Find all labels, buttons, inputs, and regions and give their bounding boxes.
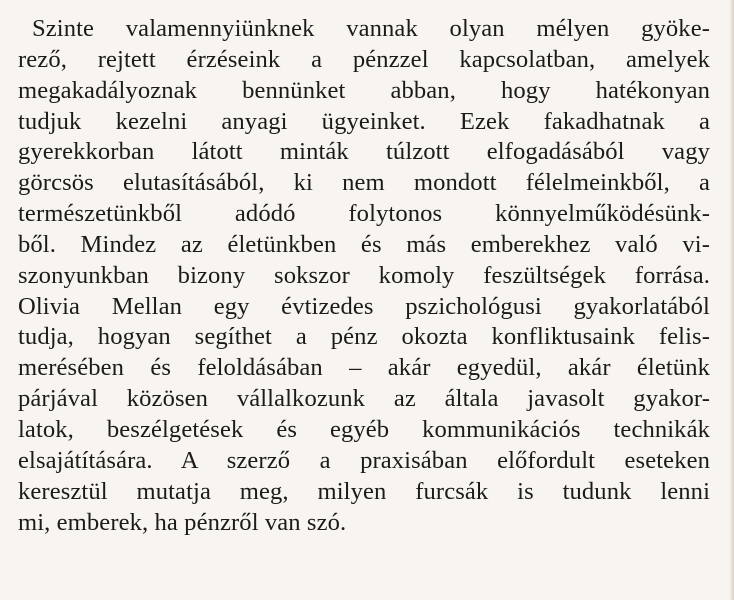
text-line-16: keresztül mutatja meg, milyen furcsák is tudunk lenni bbox=[18, 477, 710, 505]
text-line-2: rező, rejtett érzéseink a pénzzel kapcsolatban, amelyek bbox=[18, 45, 710, 73]
text-line-1: Szinte valamennyiünknek vannak olyan mélyen gyöke- bbox=[32, 15, 710, 42]
body-paragraph bbox=[18, 14, 710, 538]
text-line-17: mi, emberek, ha pénzről van szó. bbox=[18, 508, 347, 536]
text-line-9: szonyunkban bizony sokszor komoly feszültségek forrása. bbox=[18, 261, 710, 289]
text-line-8: ből. Mindez az életünkben és más emberekhez való vi- bbox=[18, 230, 710, 258]
text-line-7: természetünkből adódó folytonos könnyelműködésünk- bbox=[18, 200, 710, 228]
text-line-10: Olivia Mellan egy évtizedes pszichológusi gyakorlatából bbox=[18, 292, 710, 320]
text-line-12: merésében és feloldásában – akár egyedül, akár életünk bbox=[18, 354, 710, 382]
text-line-13: párjával közösen vállalkozunk az általa javasolt gyakor- bbox=[18, 385, 710, 413]
text-line-11: tudja, hogyan segíthet a pénz okozta konfliktusaink felis- bbox=[18, 323, 710, 351]
text-line-5: gyerekkorban látott minták túlzott elfogadásából vagy bbox=[18, 138, 710, 166]
text-line-3: megakadályoznak bennünket abban, hogy hatékonyan bbox=[18, 76, 710, 104]
text-line-4: tudjuk kezelni anyagi ügyeinket. Ezek fakadhatnak a bbox=[18, 107, 710, 135]
text-line-14: latok, beszélgetések és egyéb kommunikációs technikák bbox=[18, 415, 710, 443]
text-line-6: görcsös elutasításából, ki nem mondott félelmeinkből, a bbox=[18, 169, 710, 197]
text-line-15: elsajátítására. A szerző a praxisában előfordult eseteken bbox=[18, 446, 710, 474]
